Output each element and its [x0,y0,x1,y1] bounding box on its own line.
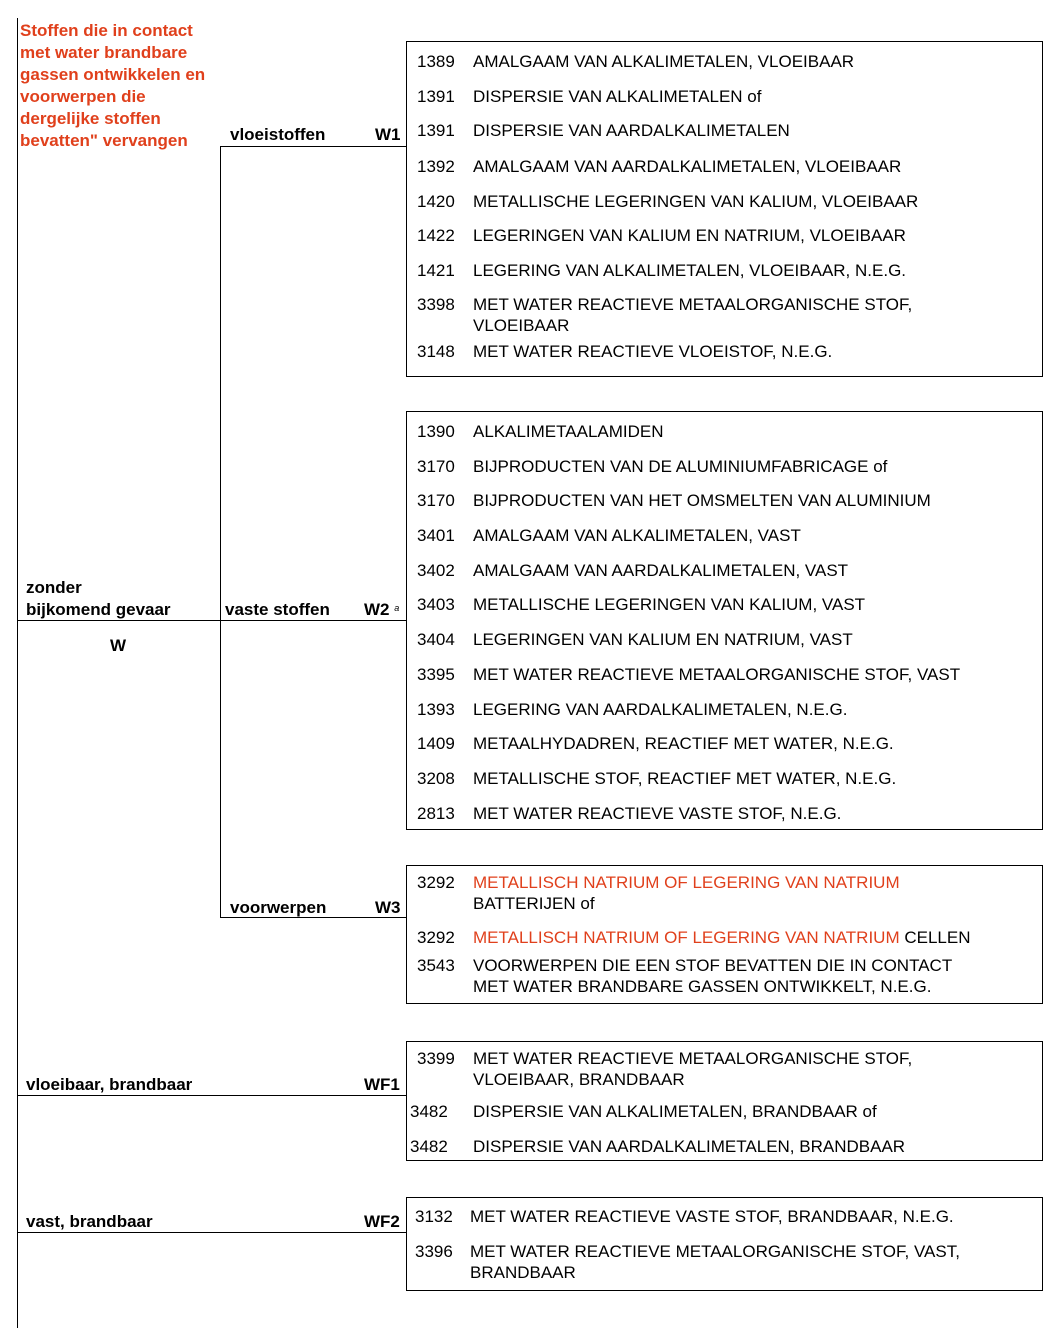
entry-text [473,341,832,362]
entry-line: MET WATER REACTIEVE VLOEISTOF, N.E.G. [473,342,833,361]
entry-line: BIJPRODUCTEN VAN DE ALUMINIUMFABRICAGE of [473,457,888,476]
entry-line-2: VLOEIBAAR [473,316,570,335]
entry-text [470,1241,960,1283]
un-number: 1422 [417,226,455,245]
entry-line: ALKALIMETAALAMIDEN [473,422,664,441]
highlighted-text: METALLISCH NATRIUM OF LEGERING VAN NATRIUM [473,873,900,892]
code-w3: W3 [375,898,401,917]
box-w3 [406,865,1043,1004]
un-number: 1409 [417,734,455,753]
branch-line-w1 [220,146,406,147]
entry-text [473,594,865,615]
un-number: 1420 [417,192,455,211]
un-number: 3170 [417,491,455,510]
entry-text [473,955,952,997]
un-number: 3543 [417,956,455,975]
entry-text [473,1048,912,1090]
un-number: 1389 [417,52,455,71]
label-w3: voorwerpen [230,898,327,917]
entry-text [473,156,901,177]
entry-text [470,1206,954,1227]
un-number: 3148 [417,342,455,361]
entry-text [473,191,918,212]
un-number: 3403 [417,595,455,614]
box-wf1 [406,1041,1043,1161]
branch-line-wf2 [17,1232,406,1233]
entry-line: AMALGAAM VAN ALKALIMETALEN, VAST [473,526,801,545]
entry-text [473,225,906,246]
entry-line: DISPERSIE VAN ALKALIMETALEN of [473,87,762,106]
entry-line: VOORWERPEN DIE EEN STOF BEVATTEN DIE IN CONTACT [473,956,953,975]
code-w2-text: W2 [364,600,390,619]
un-number: 1421 [417,261,455,280]
un-number: 3482 [410,1137,448,1156]
un-number: 3482 [410,1102,448,1121]
un-number: 3292 [417,928,455,947]
un-number: 1393 [417,700,455,719]
entry-line: LEGERINGEN VAN KALIUM EN NATRIUM, VLOEIBAAR [473,226,906,245]
entry-line: MET WATER REACTIEVE VASTE STOF, N.E.G. [473,804,842,823]
entry-tail: CELLEN [899,928,971,947]
code-w2 [364,600,399,620]
box-wf2 [406,1197,1043,1291]
entry-text [473,699,847,720]
entry-text [473,490,931,511]
entry-line: METALLISCHE LEGERINGEN VAN KALIUM, VLOEIBAAR [473,192,919,211]
un-number: 1392 [417,157,455,176]
un-number: 3404 [417,630,455,649]
entry-text [473,927,971,948]
entry-text [473,456,887,477]
entry-line: DISPERSIE VAN AARDALKALIMETALEN [473,121,790,140]
label-w1: vloeistoffen [230,125,326,144]
entry-text [473,664,960,685]
entry-line: MET WATER REACTIEVE METAALORGANISCHE STOF, VAST [473,665,961,684]
entry-text [473,560,848,581]
entry-line: LEGERING VAN ALKALIMETALEN, VLOEIBAAR, N.E.G. [473,261,907,280]
entry-line-2: MET WATER BRANDBARE GASSEN ONTWIKKELT, N.E.G. [473,977,932,996]
entry-text [473,803,841,824]
entry-text [473,421,664,442]
entry-line: BIJPRODUCTEN VAN HET OMSMELTEN VAN ALUMINIUM [473,491,931,510]
entry-line: AMALGAAM VAN AARDALKALIMETALEN, VLOEIBAAR [473,157,902,176]
highlighted-text: METALLISCH NATRIUM OF LEGERING VAN NATRIUM [473,928,900,947]
entry-line-2: BATTERIJEN of [473,894,595,913]
entry-line: MET WATER REACTIEVE METAALORGANISCHE STOF, VAST, [470,1242,960,1261]
entry-line [473,872,900,893]
code-main: W [110,636,127,655]
code-w1: W1 [375,125,401,144]
entry-line [473,927,971,948]
entry-text [473,872,900,914]
un-number: 3170 [417,457,455,476]
entry-line: LEGERINGEN VAN KALIUM EN NATRIUM, VAST [473,630,853,649]
code-wf1: WF1 [364,1075,400,1094]
entry-text [473,768,896,789]
entry-text [473,120,790,141]
entry-text [473,733,894,754]
un-number: 3292 [417,873,455,892]
entry-line-2: VLOEIBAAR, BRANDBAAR [473,1070,685,1089]
box-w2 [406,411,1043,830]
entry-line: MET WATER REACTIEVE VASTE STOF, BRANDBAAR, N.E.G. [470,1207,954,1226]
un-number: 3396 [415,1242,453,1261]
branch-line-wf1 [17,1095,406,1096]
entry-text [473,629,853,650]
un-number: 3399 [417,1049,455,1068]
entry-line: AMALGAAM VAN AARDALKALIMETALEN, VAST [473,561,849,580]
un-number: 3132 [415,1207,453,1226]
footnote-marker: a [394,603,400,613]
sub-tree-line [220,146,221,918]
entry-text [473,525,801,546]
un-number: 3401 [417,526,455,545]
label-w2: vaste stoffen [225,600,330,619]
entry-line: MET WATER REACTIEVE METAALORGANISCHE STOF, [473,295,913,314]
branch-line-w [17,620,406,621]
un-number: 1390 [417,422,455,441]
entry-text [473,1136,905,1157]
label-main-1: zonder [26,578,82,597]
un-number: 1391 [417,121,455,140]
box-w1 [406,41,1043,377]
tree-trunk-line [17,18,18,1328]
un-number: 3395 [417,665,455,684]
entry-line-2: BRANDBAAR [470,1263,576,1282]
un-number: 2813 [417,804,455,823]
un-number: 3208 [417,769,455,788]
entry-line: METALLISCHE LEGERINGEN VAN KALIUM, VAST [473,595,866,614]
entry-line: METALLISCHE STOF, REACTIEF MET WATER, N.E.G. [473,769,897,788]
code-wf2: WF2 [364,1212,400,1231]
entry-text [473,51,854,72]
page-header: Stoffen die in contact met water brandbare gassen ontwikkelen en voorwerpen die dergelijke stoffen bevatten" vervangen [20,21,206,150]
entry-text [473,1101,877,1122]
label-main-2: bijkomend gevaar [26,600,171,619]
entry-line: METAALHYDADREN, REACTIEF MET WATER, N.E.G. [473,734,894,753]
entry-line: LEGERING VAN AARDALKALIMETALEN, N.E.G. [473,700,848,719]
entry-text [473,294,912,336]
label-wf1: vloeibaar, brandbaar [26,1075,193,1094]
entry-text [473,86,761,107]
un-number: 3402 [417,561,455,580]
entry-line: MET WATER REACTIEVE METAALORGANISCHE STOF, [473,1049,913,1068]
entry-line: AMALGAAM VAN ALKALIMETALEN, VLOEIBAAR [473,52,855,71]
un-number: 1391 [417,87,455,106]
entry-text [473,260,906,281]
entry-line: DISPERSIE VAN AARDALKALIMETALEN, BRANDBAAR [473,1137,906,1156]
entry-line: DISPERSIE VAN ALKALIMETALEN, BRANDBAAR of [473,1102,877,1121]
label-wf2: vast, brandbaar [26,1212,153,1231]
un-number: 3398 [417,295,455,314]
